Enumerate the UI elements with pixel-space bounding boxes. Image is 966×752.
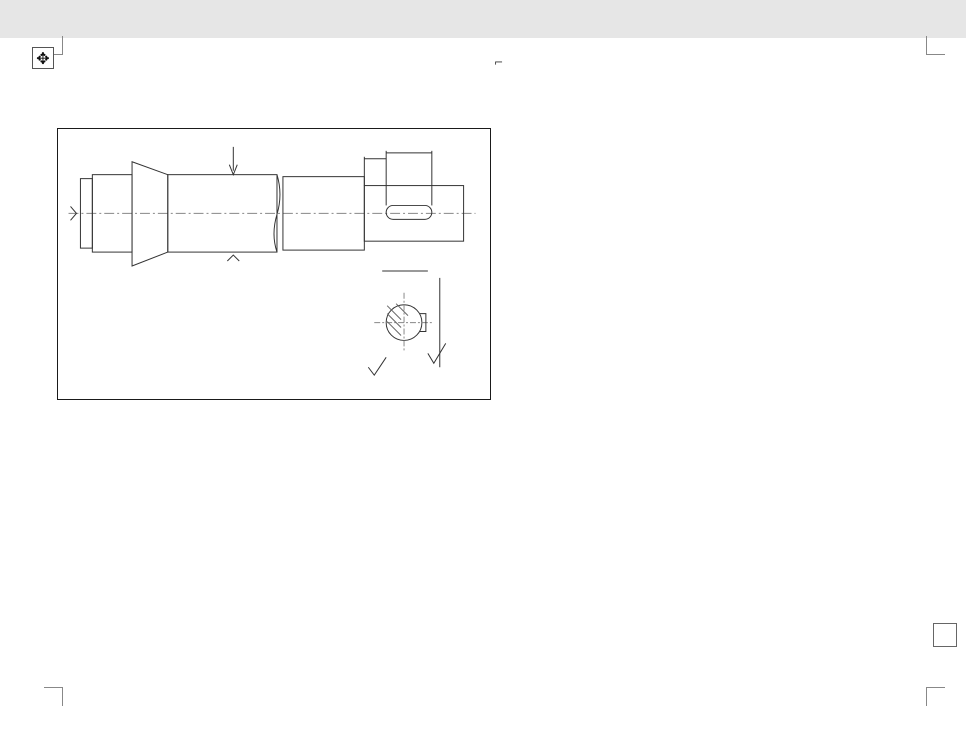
table-resize-handle[interactable]	[933, 623, 957, 647]
crop-mark-bottom-right	[926, 687, 945, 706]
table-move-icon[interactable]: ✥	[32, 47, 54, 69]
part-drawing	[57, 128, 491, 400]
process-card-table	[57, 73, 932, 622]
crop-mark-top-right	[926, 36, 945, 55]
spline-shaft-drawing-svg	[58, 129, 490, 399]
crop-mark-bottom-left	[44, 687, 63, 706]
text-cursor: ⌐	[494, 56, 504, 69]
